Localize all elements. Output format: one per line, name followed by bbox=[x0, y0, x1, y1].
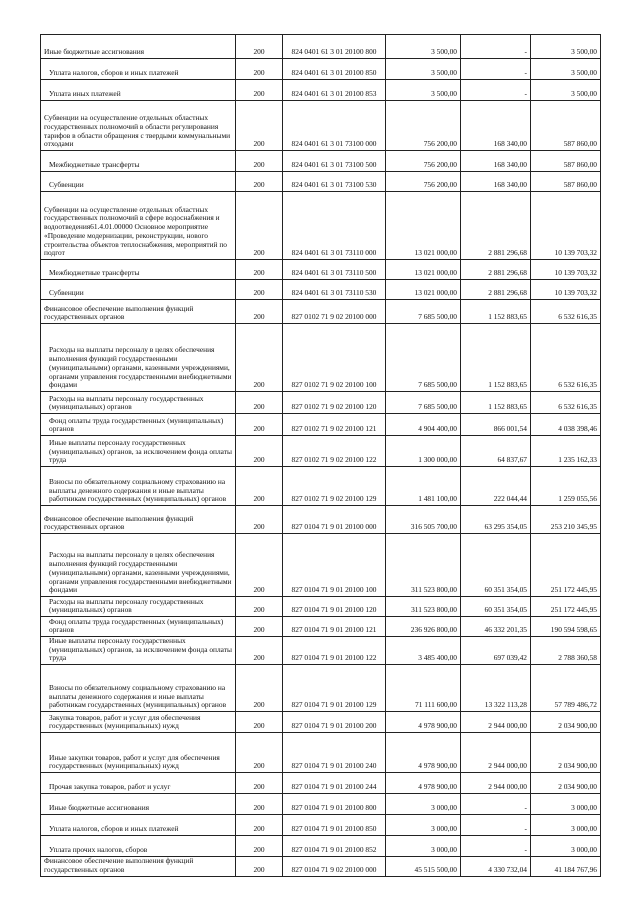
row-name: Межбюджетные трансферты bbox=[41, 151, 236, 172]
row-budget-code: 827 0104 71 9 01 20100 120 bbox=[283, 597, 386, 617]
row-name: Субвенции на осуществление отдельных областных государственных полномочий в сфере водоснабжения и водоотведения61.4.01.00000 Основное мероприятие «Проведение модернизации, реконструкции, нового строительства объектов теплоснабжения, мероприятий по подгот bbox=[41, 192, 236, 260]
row-name: Уплата налогов, сборов и иных платежей bbox=[41, 59, 236, 80]
row-line-code: 200 bbox=[236, 712, 283, 733]
row-approved-amount: 7 685 500,00 bbox=[386, 324, 461, 392]
row-unexecuted-amount: 4 038 398,46 bbox=[531, 414, 601, 436]
row-name: Субвенции bbox=[41, 280, 236, 300]
table-row bbox=[41, 35, 601, 59]
row-name: Взносы по обязательному социальному страхованию на выплаты денежного содержания и иные выплаты работникам государственных (муниципальных) органов bbox=[41, 467, 236, 506]
row-name: Иные бюджетные ассигнования bbox=[41, 35, 236, 59]
table-row bbox=[41, 815, 601, 836]
table-row bbox=[41, 467, 601, 506]
row-unexecuted-amount: 2 034 900,00 bbox=[531, 733, 601, 773]
row-executed-amount: 222 044,44 bbox=[461, 467, 531, 506]
row-unexecuted-amount: 6 532 616,35 bbox=[531, 324, 601, 392]
row-executed-amount: 4 330 732,04 bbox=[461, 857, 531, 876]
row-line-code: 200 bbox=[236, 324, 283, 392]
row-unexecuted-amount: 10 139 703,32 bbox=[531, 280, 601, 300]
row-budget-code: 824 0401 61 3 01 73100 000 bbox=[283, 101, 386, 151]
row-approved-amount: 311 523 800,00 bbox=[386, 597, 461, 617]
row-unexecuted-amount: 587 860,00 bbox=[531, 172, 601, 192]
row-unexecuted-amount: 1 235 162,33 bbox=[531, 436, 601, 467]
row-line-code: 200 bbox=[236, 617, 283, 637]
row-line-code: 200 bbox=[236, 467, 283, 506]
table-row bbox=[41, 59, 601, 80]
table-row bbox=[41, 151, 601, 172]
row-name: Субвенции на осуществление отдельных областных государственных полномочий в области регулирования тарифов в области обращения с твердыми коммунальными отходами bbox=[41, 101, 236, 151]
table-row bbox=[41, 794, 601, 815]
row-line-code: 200 bbox=[236, 392, 283, 414]
row-name: Финансовое обеспечение выполнения функций государственных органов bbox=[41, 857, 236, 876]
row-executed-amount: 13 322 113,28 bbox=[461, 665, 531, 712]
row-executed-amount: 168 340,00 bbox=[461, 172, 531, 192]
row-budget-code: 824 0401 61 3 01 73100 500 bbox=[283, 151, 386, 172]
table-row bbox=[41, 324, 601, 392]
row-name: Субвенции bbox=[41, 172, 236, 192]
row-approved-amount: 3 000,00 bbox=[386, 815, 461, 836]
row-name: Финансовое обеспечение выполнения функций государственных органов bbox=[41, 300, 236, 324]
row-executed-amount: 64 837,67 bbox=[461, 436, 531, 467]
row-line-code: 200 bbox=[236, 59, 283, 80]
table-row bbox=[41, 836, 601, 857]
row-executed-amount: - bbox=[461, 794, 531, 815]
row-budget-code: 827 0104 71 9 01 20100 122 bbox=[283, 637, 386, 665]
row-unexecuted-amount: 3 000,00 bbox=[531, 815, 601, 836]
row-unexecuted-amount: 6 532 616,35 bbox=[531, 300, 601, 324]
row-approved-amount: 1 300 000,00 bbox=[386, 436, 461, 467]
row-approved-amount: 4 904 400,00 bbox=[386, 414, 461, 436]
row-unexecuted-amount: 190 594 598,65 bbox=[531, 617, 601, 637]
row-executed-amount: 60 351 354,05 bbox=[461, 597, 531, 617]
table-row bbox=[41, 665, 601, 712]
row-budget-code: 827 0104 71 9 01 20100 240 bbox=[283, 733, 386, 773]
row-unexecuted-amount: 3 500,00 bbox=[531, 80, 601, 101]
row-unexecuted-amount: 2 034 900,00 bbox=[531, 712, 601, 733]
row-name: Расходы на выплаты персоналу в целях обеспечения выполнения функций государственными (муниципальными) органами, казенными учреждениями, органами управления государственными внебюджетными фондами bbox=[41, 534, 236, 597]
row-name: Фонд оплаты труда государственных (муниципальных) органов bbox=[41, 617, 236, 637]
row-executed-amount: 168 340,00 bbox=[461, 101, 531, 151]
row-line-code: 200 bbox=[236, 260, 283, 280]
row-approved-amount: 3 500,00 bbox=[386, 80, 461, 101]
row-budget-code: 827 0104 71 9 02 20100 000 bbox=[283, 857, 386, 876]
row-executed-amount: - bbox=[461, 35, 531, 59]
row-executed-amount: 2 881 296,68 bbox=[461, 280, 531, 300]
row-budget-code: 827 0102 71 9 02 20100 122 bbox=[283, 436, 386, 467]
row-name: Расходы на выплаты персоналу государственных (муниципальных) органов bbox=[41, 392, 236, 414]
row-unexecuted-amount: 41 184 767,96 bbox=[531, 857, 601, 876]
row-line-code: 200 bbox=[236, 35, 283, 59]
row-executed-amount: 2 881 296,68 bbox=[461, 192, 531, 260]
row-line-code: 200 bbox=[236, 773, 283, 794]
row-executed-amount: 697 039,42 bbox=[461, 637, 531, 665]
table-row bbox=[41, 733, 601, 773]
row-budget-code: 824 0401 61 3 01 73110 500 bbox=[283, 260, 386, 280]
row-name: Закупка товаров, работ и услуг для обеспечения государственных (муниципальных) нужд bbox=[41, 712, 236, 733]
row-executed-amount: 2 944 000,00 bbox=[461, 773, 531, 794]
row-name: Иные закупки товаров, работ и услуг для обеспечения государственных (муниципальных) нужд bbox=[41, 733, 236, 773]
row-approved-amount: 13 021 000,00 bbox=[386, 260, 461, 280]
row-line-code: 200 bbox=[236, 665, 283, 712]
row-approved-amount: 4 978 900,00 bbox=[386, 733, 461, 773]
row-executed-amount: 2 944 000,00 bbox=[461, 733, 531, 773]
row-line-code: 200 bbox=[236, 192, 283, 260]
row-name: Межбюджетные трансферты bbox=[41, 260, 236, 280]
row-budget-code: 824 0401 61 3 01 20100 800 bbox=[283, 35, 386, 59]
row-budget-code: 824 0401 61 3 01 73110 000 bbox=[283, 192, 386, 260]
table-row bbox=[41, 392, 601, 414]
table-row bbox=[41, 534, 601, 597]
row-line-code: 200 bbox=[236, 151, 283, 172]
table-row bbox=[41, 773, 601, 794]
row-line-code: 200 bbox=[236, 101, 283, 151]
row-unexecuted-amount: 587 860,00 bbox=[531, 151, 601, 172]
row-line-code: 200 bbox=[236, 436, 283, 467]
row-approved-amount: 7 685 500,00 bbox=[386, 300, 461, 324]
row-approved-amount: 7 685 500,00 bbox=[386, 392, 461, 414]
row-executed-amount: 60 351 354,05 bbox=[461, 534, 531, 597]
row-approved-amount: 1 481 100,00 bbox=[386, 467, 461, 506]
row-budget-code: 827 0102 71 9 02 20100 100 bbox=[283, 324, 386, 392]
row-unexecuted-amount: 587 860,00 bbox=[531, 101, 601, 151]
row-executed-amount: 46 332 201,35 bbox=[461, 617, 531, 637]
row-budget-code: 827 0104 71 9 01 20100 200 bbox=[283, 712, 386, 733]
row-line-code: 200 bbox=[236, 80, 283, 101]
row-executed-amount: 1 152 883,65 bbox=[461, 324, 531, 392]
row-executed-amount: 1 152 883,65 bbox=[461, 300, 531, 324]
row-unexecuted-amount: 253 210 345,95 bbox=[531, 506, 601, 534]
row-approved-amount: 13 021 000,00 bbox=[386, 192, 461, 260]
row-unexecuted-amount: 3 500,00 bbox=[531, 59, 601, 80]
row-executed-amount: 1 152 883,65 bbox=[461, 392, 531, 414]
row-executed-amount: 2 881 296,68 bbox=[461, 260, 531, 280]
budget-report-page bbox=[40, 34, 600, 877]
row-executed-amount: - bbox=[461, 80, 531, 101]
row-executed-amount: 866 001,54 bbox=[461, 414, 531, 436]
row-budget-code: 827 0104 71 9 01 20100 000 bbox=[283, 506, 386, 534]
row-approved-amount: 756 200,00 bbox=[386, 172, 461, 192]
row-executed-amount: - bbox=[461, 836, 531, 857]
row-unexecuted-amount: 6 532 616,35 bbox=[531, 392, 601, 414]
row-line-code: 200 bbox=[236, 506, 283, 534]
row-line-code: 200 bbox=[236, 414, 283, 436]
budget-execution-table bbox=[40, 34, 601, 877]
row-approved-amount: 316 505 700,00 bbox=[386, 506, 461, 534]
row-line-code: 200 bbox=[236, 534, 283, 597]
table-row bbox=[41, 712, 601, 733]
row-approved-amount: 3 500,00 bbox=[386, 35, 461, 59]
row-line-code: 200 bbox=[236, 597, 283, 617]
row-executed-amount: - bbox=[461, 59, 531, 80]
row-name: Иные бюджетные ассигнования bbox=[41, 794, 236, 815]
row-budget-code: 827 0102 71 9 02 20100 120 bbox=[283, 392, 386, 414]
row-name: Фонд оплаты труда государственных (муниципальных) органов bbox=[41, 414, 236, 436]
table-body bbox=[41, 35, 601, 877]
row-unexecuted-amount: 251 172 445,95 bbox=[531, 534, 601, 597]
table-row bbox=[41, 280, 601, 300]
row-budget-code: 824 0401 61 3 01 73100 530 bbox=[283, 172, 386, 192]
row-budget-code: 824 0401 61 3 01 20100 853 bbox=[283, 80, 386, 101]
row-approved-amount: 3 000,00 bbox=[386, 794, 461, 815]
row-line-code: 200 bbox=[236, 815, 283, 836]
row-budget-code: 827 0104 71 9 01 20100 121 bbox=[283, 617, 386, 637]
table-row bbox=[41, 414, 601, 436]
row-unexecuted-amount: 3 000,00 bbox=[531, 836, 601, 857]
row-budget-code: 827 0102 71 9 02 20100 000 bbox=[283, 300, 386, 324]
row-approved-amount: 756 200,00 bbox=[386, 101, 461, 151]
table-row bbox=[41, 436, 601, 467]
row-unexecuted-amount: 3 000,00 bbox=[531, 794, 601, 815]
table-row bbox=[41, 506, 601, 534]
row-budget-code: 824 0401 61 3 01 20100 850 bbox=[283, 59, 386, 80]
row-approved-amount: 311 523 800,00 bbox=[386, 534, 461, 597]
table-row bbox=[41, 300, 601, 324]
row-name: Прочая закупка товаров, работ и услуг bbox=[41, 773, 236, 794]
row-budget-code: 827 0102 71 9 02 20100 129 bbox=[283, 467, 386, 506]
row-budget-code: 827 0104 71 9 01 20100 244 bbox=[283, 773, 386, 794]
row-approved-amount: 3 500,00 bbox=[386, 59, 461, 80]
row-approved-amount: 71 111 600,00 bbox=[386, 665, 461, 712]
row-line-code: 200 bbox=[236, 280, 283, 300]
table-row bbox=[41, 260, 601, 280]
row-executed-amount: 63 295 354,05 bbox=[461, 506, 531, 534]
row-line-code: 200 bbox=[236, 637, 283, 665]
row-approved-amount: 756 200,00 bbox=[386, 151, 461, 172]
table-row bbox=[41, 597, 601, 617]
row-budget-code: 827 0104 71 9 01 20100 850 bbox=[283, 815, 386, 836]
row-unexecuted-amount: 10 139 703,32 bbox=[531, 192, 601, 260]
row-budget-code: 827 0104 71 9 01 20100 129 bbox=[283, 665, 386, 712]
row-name: Уплата налогов, сборов и иных платежей bbox=[41, 815, 236, 836]
row-unexecuted-amount: 10 139 703,32 bbox=[531, 260, 601, 280]
row-name: Иные выплаты персоналу государственных (муниципальных) органов, за исключением фонда оплаты труда bbox=[41, 436, 236, 467]
table-row bbox=[41, 637, 601, 665]
table-row bbox=[41, 857, 601, 876]
row-line-code: 200 bbox=[236, 300, 283, 324]
row-line-code: 200 bbox=[236, 733, 283, 773]
row-approved-amount: 3 000,00 bbox=[386, 836, 461, 857]
row-unexecuted-amount: 57 789 486,72 bbox=[531, 665, 601, 712]
row-name: Финансовое обеспечение выполнения функций государственных органов bbox=[41, 506, 236, 534]
table-row bbox=[41, 101, 601, 151]
row-executed-amount: 168 340,00 bbox=[461, 151, 531, 172]
row-unexecuted-amount: 2 788 360,58 bbox=[531, 637, 601, 665]
row-line-code: 200 bbox=[236, 857, 283, 876]
row-unexecuted-amount: 3 500,00 bbox=[531, 35, 601, 59]
row-name: Иные выплаты персоналу государственных (муниципальных) органов, за исключением фонда оплаты труда bbox=[41, 637, 236, 665]
row-budget-code: 824 0401 61 3 01 73110 530 bbox=[283, 280, 386, 300]
row-name: Расходы на выплаты персоналу в целях обеспечения выполнения функций государственными (муниципальными) органами, казенными учреждениями, органами управления государственными внебюджетными фондами bbox=[41, 324, 236, 392]
row-line-code: 200 bbox=[236, 172, 283, 192]
row-name: Уплата прочих налогов, сборов bbox=[41, 836, 236, 857]
row-budget-code: 827 0104 71 9 01 20100 852 bbox=[283, 836, 386, 857]
row-approved-amount: 3 485 400,00 bbox=[386, 637, 461, 665]
table-row bbox=[41, 172, 601, 192]
row-name: Уплата иных платежей bbox=[41, 80, 236, 101]
table-row bbox=[41, 192, 601, 260]
row-line-code: 200 bbox=[236, 836, 283, 857]
row-approved-amount: 13 021 000,00 bbox=[386, 280, 461, 300]
row-executed-amount: - bbox=[461, 815, 531, 836]
row-approved-amount: 236 926 800,00 bbox=[386, 617, 461, 637]
row-approved-amount: 4 978 900,00 bbox=[386, 773, 461, 794]
row-budget-code: 827 0104 71 9 01 20100 800 bbox=[283, 794, 386, 815]
row-name: Расходы на выплаты персоналу государственных (муниципальных) органов bbox=[41, 597, 236, 617]
table-row bbox=[41, 617, 601, 637]
row-approved-amount: 4 978 900,00 bbox=[386, 712, 461, 733]
row-approved-amount: 45 515 500,00 bbox=[386, 857, 461, 876]
row-name: Взносы по обязательному социальному страхованию на выплаты денежного содержания и иные выплаты работникам государственных (муниципальных) органов bbox=[41, 665, 236, 712]
row-unexecuted-amount: 1 259 055,56 bbox=[531, 467, 601, 506]
row-unexecuted-amount: 251 172 445,95 bbox=[531, 597, 601, 617]
row-executed-amount: 2 944 000,00 bbox=[461, 712, 531, 733]
row-budget-code: 827 0104 71 9 01 20100 100 bbox=[283, 534, 386, 597]
row-budget-code: 827 0102 71 9 02 20100 121 bbox=[283, 414, 386, 436]
row-unexecuted-amount: 2 034 900,00 bbox=[531, 773, 601, 794]
row-line-code: 200 bbox=[236, 794, 283, 815]
table-row bbox=[41, 80, 601, 101]
